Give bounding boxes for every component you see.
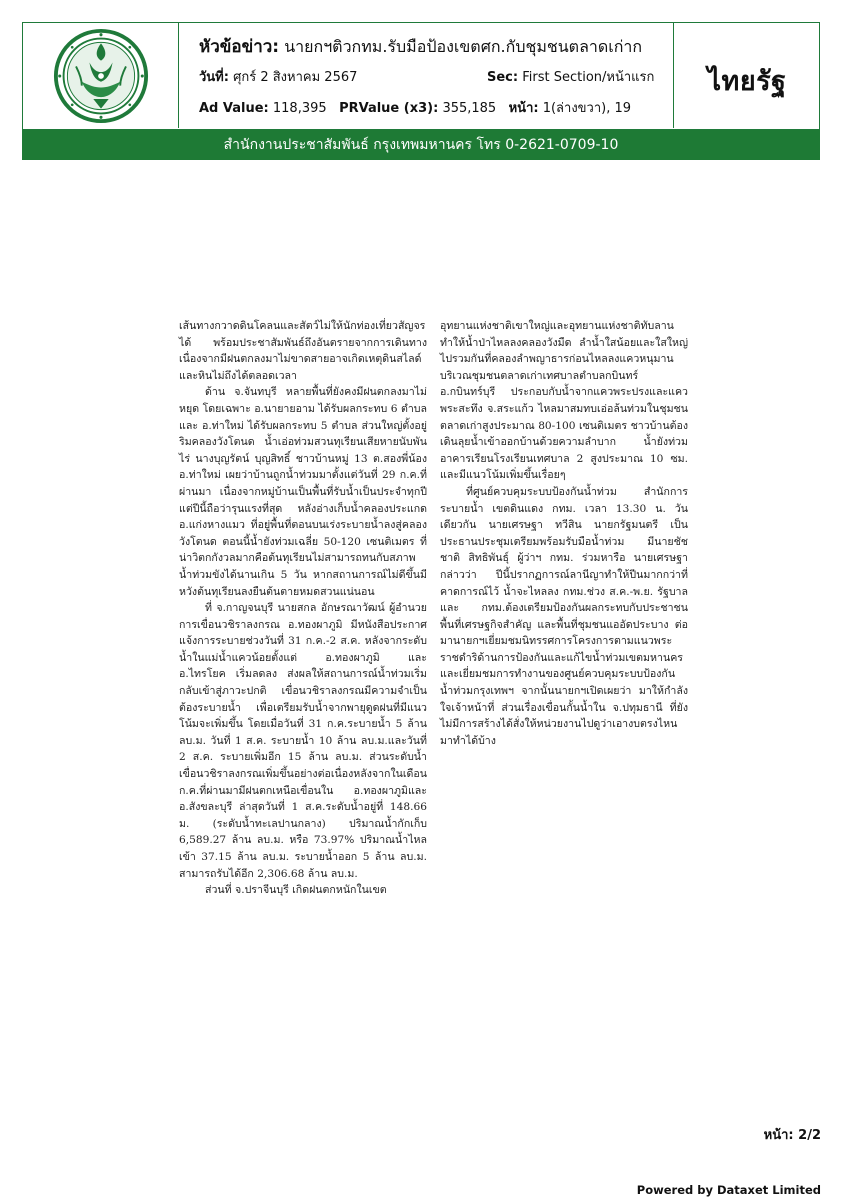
ad-value-label: Ad Value: [199, 101, 269, 116]
article-paragraph: อุทยานแห่งชาติเขาใหญ่และอุทยานแห่งชาติทับลาน ทำให้น้ำป่าไหลลงคลองวังมืด ลำน้ำใสน้อยและใสใหญ่ไปรวมกันที่คลองลำพญาธารก่อนไหลลงแควหนุมานบริเวณชุมชนตลาดเก่าเทศบาลตำบลกบินทร์ อ.กบินทร์บุรี ประกอบกับน้ำจากแควพระปรงและแควพระสะทึง จ.สระแก้ว ไหลมาสมทบเอ่อล้นท่วมในชุมชนตลาดเก่าสูงประมาณ 80-100 เซนติเมตร ชาวบ้านต้องเดินลุยน้ำเข้าออกบ้านด้วยความลำบาก น้ำยังท่วมอาคารเรียนโรงเรียนเทศบาล 2 สูงประมาณ 10 ซม. และมีแนวโน้มเพิ่มขึ้นเรื่อยๆ [440, 320, 688, 482]
page-ref-value: 1(ล่างขวา), 19 [542, 101, 632, 116]
newspaper-brand-cell [673, 23, 819, 128]
value-row [199, 97, 631, 118]
article-column-left [179, 318, 427, 990]
section-label: Sec: [487, 70, 519, 85]
article-paragraph: ส่วนที่ จ.ปราจีนบุรี เกิดฝนตกหนักในเขต [205, 884, 387, 897]
ad-value: 118,395 [272, 101, 327, 116]
date-label: วันที่: [199, 70, 229, 85]
meta-cell [181, 23, 673, 128]
headline-text: นายกฯติวกทม.รับมือป้องเขตศก.กับชุมชนตลาดเก่าก [284, 37, 643, 56]
section-row [487, 66, 654, 87]
newspaper-logo: ไทยรัฐ [707, 66, 787, 97]
agency-contact-bar: สำนักงานประชาสัมพันธ์ กรุงเทพมหานคร โทร 0-2621-0709-10 [22, 130, 820, 160]
page-number: หน้า: 2/2 [763, 1128, 821, 1143]
clipping-header [22, 22, 820, 130]
date-value: ศุกร์ 2 สิงหาคม 2567 [233, 70, 358, 85]
prvalue-label: PRValue (x3): [339, 101, 439, 116]
article-paragraph: ที่ จ.กาญจนบุรี นายสกล อักษรณาวัฒน์ ผู้อำนวยการเขื่อนวชิราลงกรณ อ.ทองผาภูมิ มีหนังสือประกาศแจ้งการระบายช่วงวันที่ 31 ก.ค.-2 ส.ค. หลังจากระดับน้ำในแม่น้ำแควน้อยตั้งแต่ อ.ทองผาภูมิ และ อ.ไทรโยค เริ่มลดลง ส่งผลให้สถานการณ์น้ำท่วมเริ่มกลับเข้าสู่ภาวะปกติ เขื่อนวชิราลงกรณมีความจำเป็นต้องระบายน้ำ เพื่อเตรียมรับน้ำจากพายุดูดฝนที่มีแนวโน้มจะเพิ่มขึ้น โดยเมื่อวันที่ 31 ก.ค.ระบายน้ำ 5 ล้าน ลบ.ม. วันที่ 1 ส.ค. ระบายน้ำ 10 ล้าน ลบ.ม.และวันที่ 2 ส.ค. ระบายเพิ่มอีก 15 ล้าน ลบ.ม. ส่วนระดับน้ำเขื่อนวชิราลงกรณเพิ่มขึ้นอย่างต่อเนื่องหลังจากในเดือน ก.ค.ที่ผ่านมามีฝนตกเหนือเขื่อนใน อ.ทองผาภูมิและ อ.สังขละบุรี ล่าสุดวันที่ 1 ส.ค.ระดับน้ำอยู่ที่ 148.66 ม. (ระดับน้ำทะเลปานกลาง) ปริมาณน้ำกักเก็บ 6,589.27 ล้าน ลบ.ม. หรือ 73.97% ปริมาณน้ำไหลเข้า 37.15 ล้าน ลบ.ม. ระบายน้ำออก 5 ล้าน ลบ.ม. สามารถรับได้อีก 2,306.68 ล้าน ลบ.ม. [179, 602, 427, 880]
powered-by-credit: Powered by Dataxet Limited [636, 1183, 821, 1197]
section-value: First Section/หน้าแรก [522, 70, 655, 85]
prvalue-value: 355,185 [442, 101, 497, 116]
headline-label: หัวข้อข่าว: [199, 37, 280, 57]
article-column-right [440, 318, 688, 802]
bangkok-seal-icon [53, 28, 149, 124]
headline-row [199, 33, 671, 60]
article-paragraph: ด้าน จ.จันทบุรี หลายพื้นที่ยังคงมีฝนตกลงมาไม่หยุด โดยเฉพาะ อ.นายายอาม ได้รับผลกระทบ 6 ตำบล และ อ.ท่าใหม่ ได้รับผลกระทบ 5 ตำบล ส่วนใหญ่ตั้งอยู่ริมคลองวังโตนด น้ำเอ่อท่วมสวนทุเรียนเสียหายนับพันไร่ นางบุญรัตน์ บุญสิทธิ์ ชาวบ้านหมู่ 13 ต.สองพี่น้อง อ.ท่าใหม่ เผยว่าบ้านถูกน้ำท่วมมาตั้งแต่วันที่ 29 ก.ค.ที่ผ่านมา เนื่องจากหมู่บ้านเป็นพื้นที่รับน้ำเป็นประจำทุกปี แต่ปีนี้ถือว่ารุนแรงที่สุด หลังอ่างเก็บน้ำคลองประแกด อ.แก่งหางแมว ที่อยู่พื้นที่ตอนบนเร่งระบายน้ำลงสู่คลองวังโตนด ตอนนี้น้ำยังท่วมเฉลี่ย 50-120 เซนติเมตร ที่น่าวิตกกังวลมากคือต้นทุเรียนไม่สามารถทนกับสภาพน้ำท่วมขังได้นานเกิน 5 วัน หากสถานการณ์ไม่ดีขึ้นมีหวังต้นทุเรียนลงยืนต้นตายหมดสวนแน่นอน [179, 386, 427, 598]
logo-cell [23, 23, 179, 128]
article-paragraph: ที่ศูนย์ควบคุมระบบป้องกันน้ำท่วม สำนักการระบายน้ำ เขตดินแดง กทม. เวลา 13.30 น. วันเดียวกัน นายเศรษฐา ทวีสิน นายกรัฐมนตรี เป็นประธานประชุมเตรียมพร้อมรับมือน้ำท่วม มีนายชัชชาติ สิทธิพันธุ์ ผู้ว่าฯ กทม. ร่วมหารือ นายเศรษฐา กล่าวว่า ปีนี้ปรากฏการณ์ลานีญาทำให้ปีนมากกว่าที่คาดการณ์ไว้ น้ำจะไหลลง กทม.ช่วง ส.ค.-พ.ย. รัฐบาลและ กทม.ต้องเตรียมป้องกันผลกระทบกับประชาชน พื้นที่เศรษฐกิจสำคัญ และพื้นที่ชุมชนแออัดประบาง ต่อมานายกฯเยี่ยมชมนิทรรศการโครงการตามแนวพระราชดำริด้านการป้องกันและแก้ไขน้ำท่วมเขตมหานคร และเยี่ยมชมการทำงานของศูนย์ควบคุมระบบป้องกันน้ำท่วมกรุงเทพฯ จากนั้นนายกฯเปิดเผยว่า มาให้กำลังใจเจ้าหน้าที่ ส่วนเรื่องเขื่อนกั้นน้ำใน จ.ปทุมธานี ที่ยังไม่มีการสร้างได้สั่งให้หน่วยงานไปดูว่าเอางบตรงไหนมาทำได้บ้าง [440, 485, 688, 747]
date-row [199, 66, 357, 87]
article-paragraph: เส้นทางกวาดดินโคลนและสัตว์ไม่ให้นักท่องเที่ยวสัญจรได้ พร้อมประชาสัมพันธ์ถึงอันตรายจากการเดินทาง เนื่องจากมีฝนตกลงมาไม่ขาดสายอาจเกิดเหตุดินสไลด์และหินไม่ถึงได้ตลอดเวลา [179, 320, 427, 382]
page-ref-label: หน้า: [508, 101, 539, 116]
